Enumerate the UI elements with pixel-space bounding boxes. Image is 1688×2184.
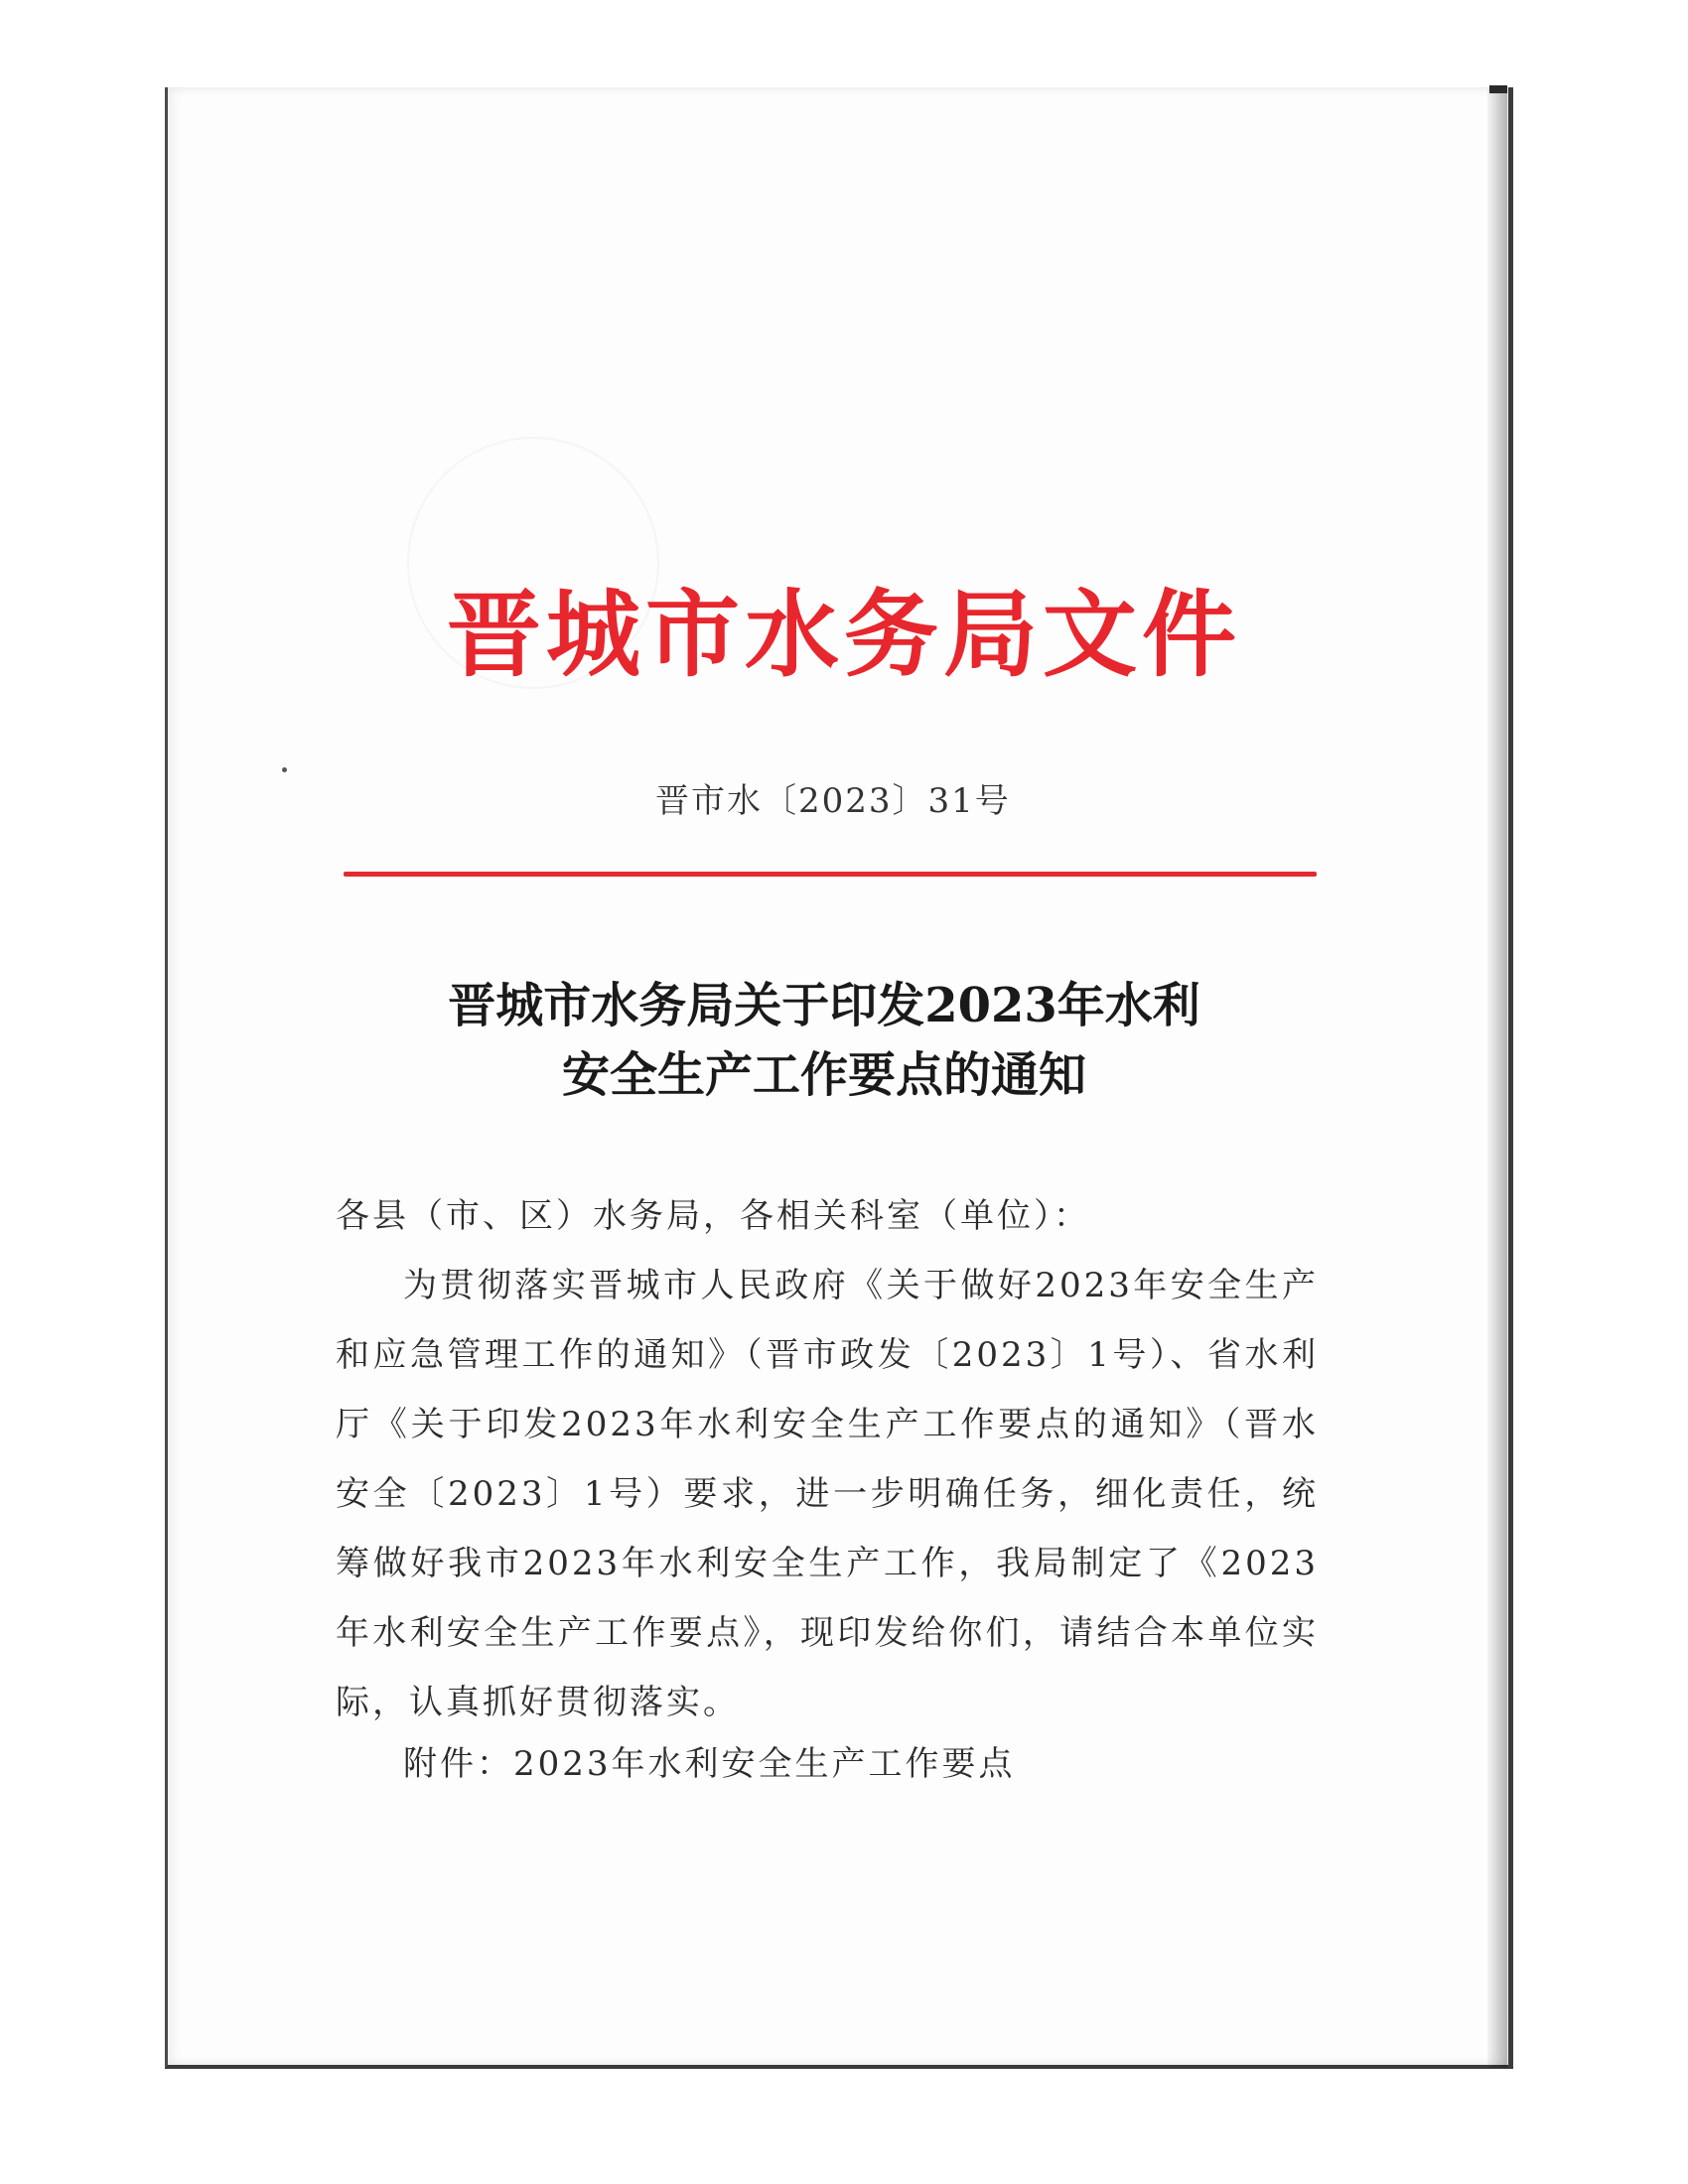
- scan-dot: [282, 767, 287, 772]
- attachment-line: 附件：2023年水利安全生产工作要点: [403, 1744, 1016, 1784]
- body-paragraph: 为贯彻落实晋城市人民政府《关于做好2023年安全生产和应急管理工作的通知》（晋市政发〔2023〕1号）、省水利厅《关于印发2023年水利安全生产工作要点的通知》（晋水安全〔2023〕1号）要求，进一步明确任务，细化责任，统筹做好我市2023年水利安全生产工作，我局制定了《2023年水利安全生产工作要点》，现印发给你们，请结合本单位实际，认真抓好贯彻落实。: [336, 1266, 1319, 1722]
- page-edge-shadow: [1487, 87, 1507, 2068]
- red-separator-line: [344, 872, 1317, 877]
- salutation: 各县（市、区）水务局，各相关科室（单位）：: [336, 1196, 1090, 1236]
- notice-title-line-1: 晋城市水务局关于印发2023年水利: [448, 978, 1200, 1033]
- notice-title-line-2: 安全生产工作要点的通知: [561, 1047, 1086, 1103]
- body-text: [336, 1181, 1319, 1737]
- notice-title: [338, 971, 1311, 1110]
- corner-mark: [1489, 85, 1507, 93]
- document-number: 晋市水〔2023〕31号: [655, 781, 1011, 821]
- issuer-header-title: 晋城市水务局文件: [447, 580, 1242, 690]
